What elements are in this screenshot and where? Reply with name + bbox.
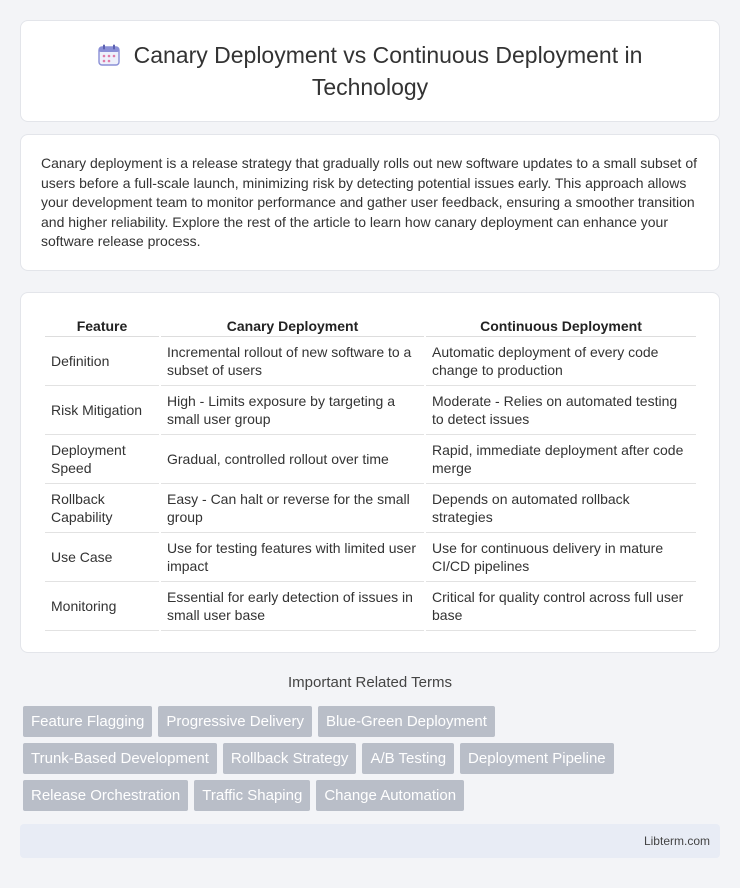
row-feature: Use Case — [45, 533, 159, 582]
row-feature: Definition — [45, 337, 159, 386]
table-row — [45, 484, 696, 533]
row-continuous: Automatic deployment of every code change to production — [426, 337, 696, 386]
intro-text: Canary deployment is a release strategy that gradually rolls out new software updates to a small subset of users before a full-scale launch, minimizing risk by detecting potential issues early. This approach allows your development team to monitor performance and gather user feedback, ensuring a smoother transition and higher reliability. Explore the rest of the article to learn how canary deployment can enhance your software release process. — [41, 155, 698, 250]
tag-feature-flagging[interactable]: Feature Flagging — [23, 706, 152, 737]
row-continuous: Critical for quality control across full user base — [426, 582, 696, 631]
comparison-table — [43, 315, 698, 631]
page-title-wrap — [70, 41, 670, 102]
related-terms-tags — [23, 706, 723, 817]
row-canary: High - Limits exposure by targeting a small user group — [161, 386, 424, 435]
header-continuous: Continuous Deployment — [426, 315, 696, 337]
row-canary: Incremental rollout of new software to a subset of users — [161, 337, 424, 386]
header-feature: Feature — [45, 315, 159, 337]
table-header-row — [45, 315, 696, 337]
row-canary: Essential for early detection of issues in small user base — [161, 582, 424, 631]
page-title: Canary Deployment vs Continuous Deployment in Technology — [133, 41, 643, 100]
tag-progressive-delivery[interactable]: Progressive Delivery — [158, 706, 312, 737]
header-canary: Canary Deployment — [161, 315, 424, 337]
row-feature: Rollback Capability — [45, 484, 159, 533]
related-terms-title: Important Related Terms — [288, 674, 452, 691]
table-row — [45, 582, 696, 631]
row-feature: Deployment Speed — [45, 435, 159, 484]
tag-rollback-strategy[interactable]: Rollback Strategy — [223, 743, 357, 774]
calendar-icon — [98, 44, 120, 73]
row-continuous: Use for continuous delivery in mature CI/CD pipelines — [426, 533, 696, 582]
tag-ab-testing[interactable]: A/B Testing — [362, 743, 454, 774]
table-row — [45, 337, 696, 386]
tag-release-orchestration[interactable]: Release Orchestration — [23, 780, 188, 811]
table-row — [45, 533, 696, 582]
tag-change-automation[interactable]: Change Automation — [316, 780, 464, 811]
tag-deployment-pipeline[interactable]: Deployment Pipeline — [460, 743, 614, 774]
row-continuous: Moderate - Relies on automated testing to detect issues — [426, 386, 696, 435]
table-row — [45, 386, 696, 435]
tag-row — [23, 780, 723, 811]
footer-site-link[interactable]: Libterm.com — [643, 834, 710, 848]
tag-traffic-shaping[interactable]: Traffic Shaping — [194, 780, 310, 811]
title-card — [20, 20, 720, 122]
comparison-table-card — [20, 292, 720, 653]
table-row — [45, 435, 696, 484]
tag-row — [23, 706, 723, 737]
row-feature: Monitoring — [45, 582, 159, 631]
tag-row — [23, 743, 723, 774]
row-canary: Easy - Can halt or reverse for the small group — [161, 484, 424, 533]
row-canary: Use for testing features with limited user impact — [161, 533, 424, 582]
row-canary: Gradual, controlled rollout over time — [161, 435, 424, 484]
row-continuous: Rapid, immediate deployment after code merge — [426, 435, 696, 484]
intro-card — [20, 134, 720, 271]
row-feature: Risk Mitigation — [45, 386, 159, 435]
footer — [20, 824, 720, 858]
tag-trunk-based-development[interactable]: Trunk-Based Development — [23, 743, 217, 774]
tag-blue-green-deployment[interactable]: Blue-Green Deployment — [318, 706, 495, 737]
row-continuous: Depends on automated rollback strategies — [426, 484, 696, 533]
